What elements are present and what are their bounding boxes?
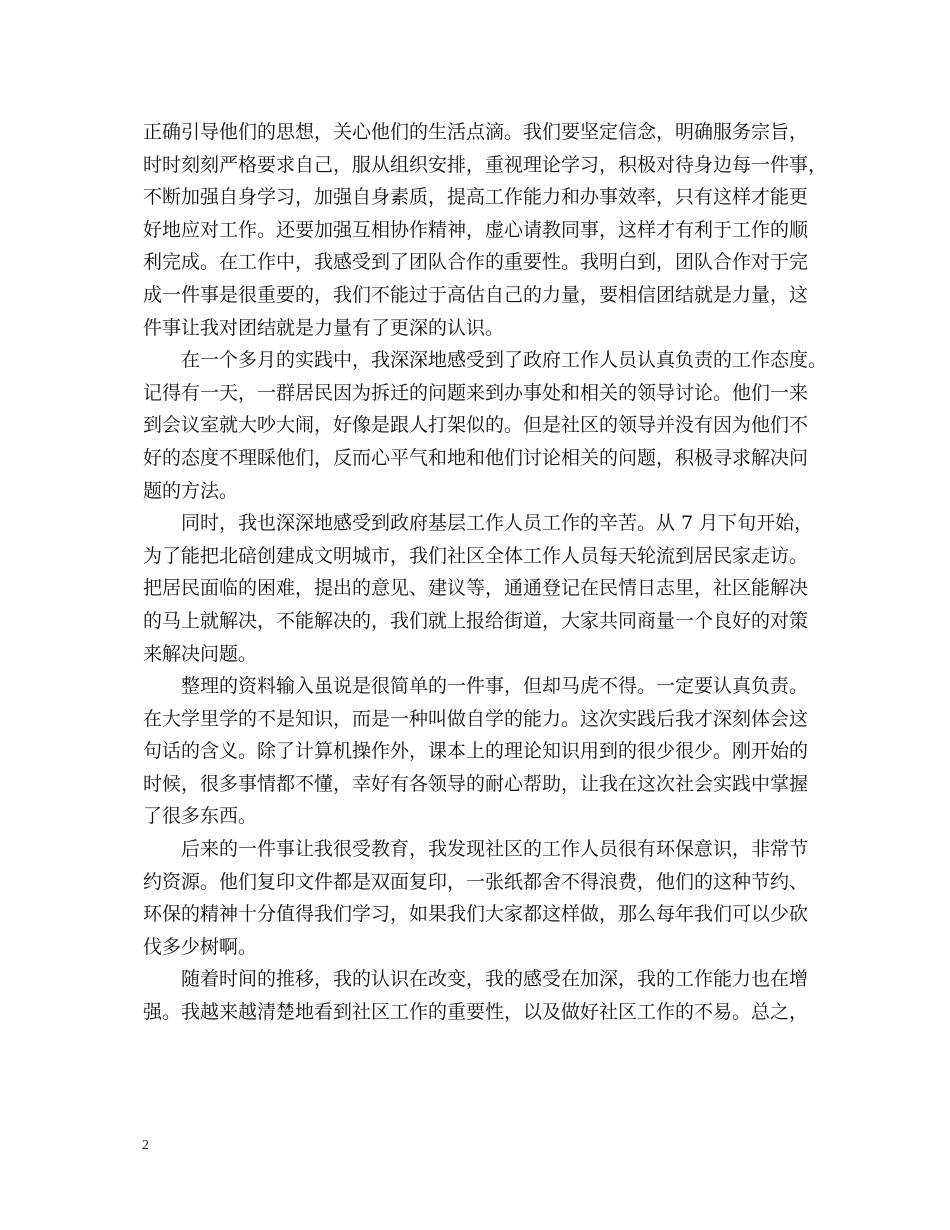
text-line: 来解决问题。 xyxy=(143,642,258,665)
text-line: 随着时间的推移，我的认识在改变，我的感受在加深，我的工作能力也在增 xyxy=(181,968,809,991)
text-line: 好的态度不理睬他们，反而心平气和地和他们讨论相关的问题，积极寻求解决问 xyxy=(143,446,809,469)
text-line: 记得有一天，一群居民因为拆迁的问题来到办事处和相关的领导讨论。他们一来 xyxy=(143,381,809,404)
text-line: 在一个多月的实践中，我深深地感受到了政府工作人员认真负责的工作态度。 xyxy=(181,349,828,372)
text-line: 时时刻刻严格要求自己，服从组织安排，重视理论学习，积极对待身边每一件事， xyxy=(143,153,828,176)
text-line: 句话的含义。除了计算机操作外，课本上的理论知识用到的很少很少。刚开始的 xyxy=(143,740,809,763)
text-line: 到会议室就大吵大闹，好像是跟人打架似的。但是社区的领导并没有因为他们不 xyxy=(143,414,809,437)
text-line: 时候，很多事情都不懂，幸好有各领导的耐心帮助，让我在这次社会实践中掌握 xyxy=(143,772,809,795)
text-line: 成一件事是很重要的，我们不能过于高估自己的力量，要相信团结就是力量，这 xyxy=(143,283,809,306)
text-line: 同时，我也深深地感受到政府基层工作人员工作的辛苦。从 7 月下旬开始， xyxy=(181,512,814,535)
text-line: 在大学里学的不是知识，而是一种叫做自学的能力。这次实践后我才深刻体会这 xyxy=(143,707,809,730)
text-line: 了很多东西。 xyxy=(143,805,258,828)
text-line: 的马上就解决，不能解决的，我们就上报给街道，大家共同商量一个良好的对策 xyxy=(143,609,809,632)
text-line: 后来的一件事让我很受教育，我发现社区的工作人员很有环保意识，非常节 xyxy=(181,838,809,861)
text-line: 件事让我对团结就是力量有了更深的认识。 xyxy=(143,316,505,339)
text-line: 为了能把北碚创建成文明城市，我们社区全体工作人员每天轮流到居民家走访。 xyxy=(143,544,809,567)
text-line: 伐多少树啊。 xyxy=(143,935,258,958)
text-line: 强。我越来越清楚地看到社区工作的重要性，以及做好社区工作的不易。总之， xyxy=(143,1001,809,1024)
text-line: 约资源。他们复印文件都是双面复印，一张纸都舍不得浪费，他们的这种节约、 xyxy=(143,870,809,893)
text-line: 整理的资料输入虽说是很简单的一件事，但却马虎不得。一定要认真负责。 xyxy=(181,675,809,698)
body-text xyxy=(143,116,828,1029)
text-line: 环保的精神十分值得我们学习，如果我们大家都这样做，那么每年我们可以少砍 xyxy=(143,903,809,926)
text-line: 不断加强自身学习，加强自身素质，提高工作能力和办事效率，只有这样才能更 xyxy=(143,186,809,209)
text-line: 利完成。在工作中，我感受到了团队合作的重要性。我明白到，团队合作对于完 xyxy=(143,251,809,274)
text-line: 把居民面临的困难，提出的意见、建议等，通通登记在民情日志里，社区能解决 xyxy=(143,577,809,600)
text-line: 题的方法。 xyxy=(143,479,239,502)
text-line: 正确引导他们的思想，关心他们的生活点滴。我们要坚定信念，明确服务宗旨， xyxy=(143,121,809,143)
page-number: 2 xyxy=(142,1138,149,1153)
text-line: 好地应对工作。还要加强互相协作精神，虚心请教同事，这样才有利于工作的顺 xyxy=(143,218,809,241)
